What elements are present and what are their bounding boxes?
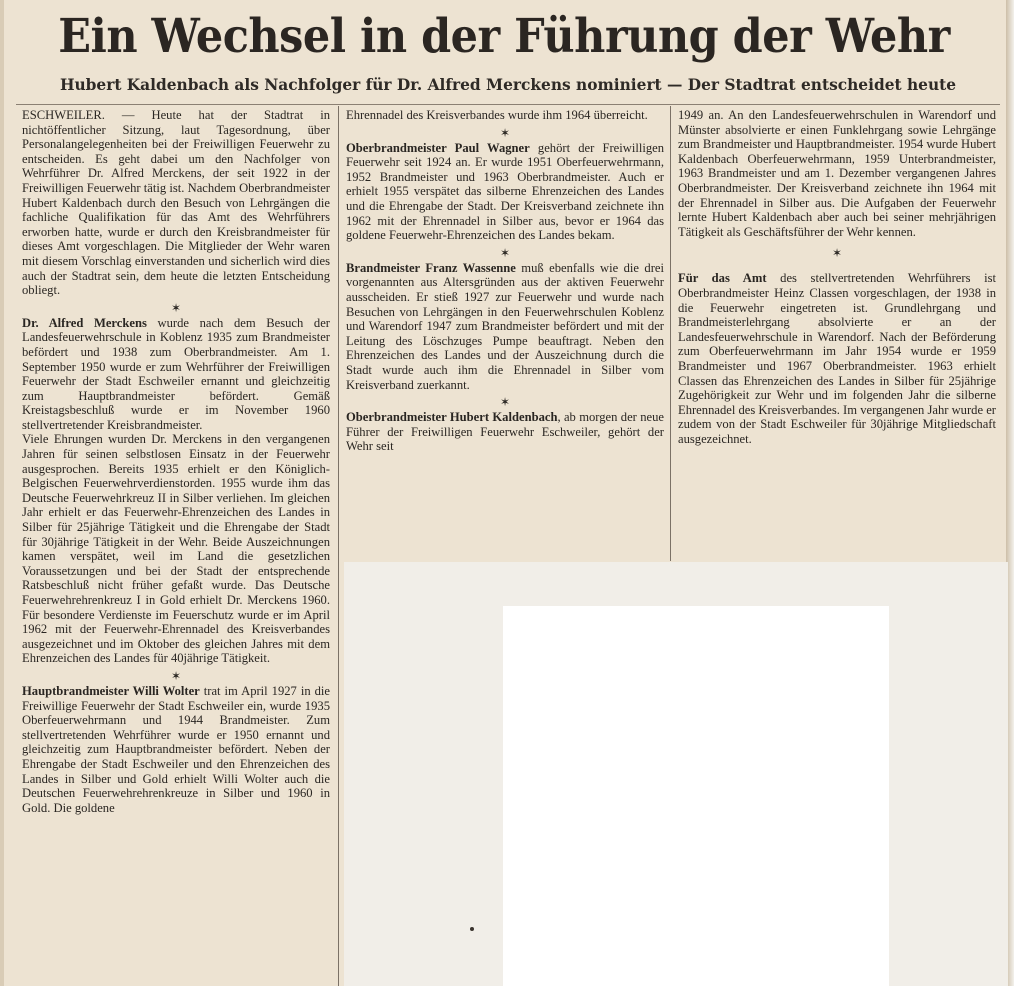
section-star: ✶	[499, 245, 511, 260]
paragraph-lead: Hauptbrandmeister Willi Wolter	[22, 683, 200, 698]
intro-paragraph: ESCHWEILER. — Heute hat der Stadtrat in nichtöffentlicher Sitzung, laut Tagesordnung, über Personalangelegenheiten bei der Freiwilligen Feuerwehr zu entscheiden. Es geht dabei um den Nachfolger von Wehrführer Dr. Alfred Merckens, der seit 1922 in der Freiwilligen Feuerwehr tätig ist. Nachdem Oberbrandmeister Hubert Kaldenbach durch den Besuch von Lehrgängen die fachliche Qualifikation für das Amt des Wehrführers erworben hatte, wurde er durch den Kreisbrandmeister für dieses Amt vorgeschlagen. Die Mitglieder der Wehr waren mit diesem Vorschlag einverstanden und sicherlich wird dies auch der Stadtrat sein, dem heute die letzten Entscheidung obliegt.	[22, 108, 330, 298]
paragraph-wolter	[22, 684, 330, 815]
paragraph-text: des stellvertretenden Wehrführers ist Oberbrandmeister Heinz Classen vorgeschlagen, der 1938 in die Feuerwehr eingetreten ist. Grundlehrgang und Brandmeisterlehrgang absolvierte er an der Landesfeuerwehrschule in Warendorf. Nach der Beförderung zum Oberfeuerwehrmann im Jahr 1954 wurde er 1959 Brandmeister und 1967 Oberbrandmeister. 1963 erhielt Classen das Ehrenzeichen des Landes in Silber für 25jährige Zugehörigkeit zur Wehr und im folgenden Jahr die silberne Ehrennadel des Kreisverbandes. Im vergangenen Jahr wurde er zudem von der Stadt Eschweiler für 30jährige Mitgliedschaft ausgezeichnet.	[678, 271, 996, 446]
subheadline: Hubert Kaldenbach als Nachfolger für Dr. Alfred Merckens nominiert — Der Stadtrat entscheidet heute	[59, 76, 957, 94]
paragraph-lead: Dr. Alfred Merckens	[22, 315, 147, 330]
article-column-1	[22, 108, 330, 815]
paragraph-wolter-cont: Ehrennadel des Kreisverbandes wurde ihm 1964 überreicht.	[346, 108, 648, 122]
article-column-3	[678, 108, 996, 446]
paragraph-honors: Viele Ehrungen wurden Dr. Merckens in den vergangenen Jahren für seinen selbstlosen Einsatz in der Feuerwehr ausgesprochen. Bereits 1935 erhielt er den Königlich-Belgischen Feuerwehrverdienstorden. 1955 wurde ihm das Deutsche Feuerwehrkreuz II in Silber verliehen. Im gleichen Jahr erhielt er das Feuerwehr-Ehrenzeichen des Landes in Silber für 25jährige Tätigkeit und die Ehrengabe der Stadt für 30jährige Tätigkeit in der Wehr. Beide Auszeichnungen kamen verspätet, weil im Land die gesetzlichen Voraussetzungen und bei der Stadt der entsprechende Ratsbeschluß nicht früher gefaßt wurde. Das Deutsche Feuerwehrehrenkreuz I in Gold erhielt Dr. Merckens 1960. Für besondere Verdienste im Feuerschutz wurde er im April 1962 mit der Feuerwehr-Ehrennadel des Kreisverbandes ausgezeichnet und im Oktober des gleichen Jahres mit dem Ehrenzeichen des Landes für 40jährige Tätigkeit.	[22, 432, 330, 666]
paragraph-lead: Oberbrandmeister Hubert Kaldenbach	[346, 410, 558, 425]
section-star: ✶	[831, 246, 843, 261]
paragraph-text: gehört der Freiwilligen Feuerwehr seit 1924 an. Er wurde 1951 Oberfeuerwehrmann, 1952 Brandmeister und 1963 Oberbrandmeister. Auch er erhielt 1955 verspätet das silberne Ehrenzeichen des Landes und die Ehrengabe der Stadt. Der Kreisverband zeichnete ihn 1962 mit der Ehrennadel in Silber aus, bevor er 1964 das goldene Feuerwehr-Ehrenzeichen des Landes bekam.	[346, 140, 664, 243]
section-star: ✶	[499, 125, 511, 140]
section-star: ✶	[170, 668, 182, 683]
paragraph-lead: Brandmeister Franz Wassenne	[346, 260, 516, 275]
column-divider-1	[338, 106, 339, 986]
section-star: ✶	[499, 395, 511, 410]
paragraph-classen	[678, 271, 996, 446]
headline: Ein Wechsel in der Führung der Wehr	[58, 9, 950, 64]
paragraph-text: wurde nach dem Besuch der Landesfeuerwehrschule in Koblenz 1935 zum Brandmeister befördert und 1938 zum Oberbrandmeister. Am 1. September 1950 wurde er zum Wehrführer der Freiwilligen Feuerwehr der Stadt Eschweiler ernannt und gleichzeitig zum Hauptbrandmeister befördert. Gemäß Kreistagsbeschluß wurde er im November 1960 stellvertretender Kreisbrandmeister.	[22, 315, 330, 432]
clipping-left-edge	[0, 0, 4, 986]
paragraph-text: , ab morgen der neue Führer der Freiwilligen Feuerwehr Eschweiler, gehört der Wehr seit	[346, 410, 664, 454]
paragraph-wassenne	[346, 261, 664, 392]
paragraph-kaldenbach	[346, 410, 664, 454]
paragraph-lead: Für das Amt	[678, 271, 767, 286]
paragraph-merckens	[22, 316, 330, 433]
white-patch	[503, 606, 889, 986]
speck	[470, 927, 474, 931]
article-column-2	[346, 108, 664, 454]
paragraph-wagner	[346, 141, 664, 243]
paragraph-kaldenbach-cont: 1949 an. An den Landesfeuerwehrschulen in Warendorf und Münster absolvierte er einen Funklehrgang sowie Lehrgänge zum Brandmeister und Hauptbrandmeister. 1954 wurde Hubert Kaldenbach Oberfeuerwehrmann, 1959 Unterbrandmeister, 1963 Brandmeister und am 1. Dezember vergangenen Jahres Oberbrandmeister. Der Kreisverband zeichnete ihn 1964 mit der Ehrennadel in Silber aus. Die Aufgaben der Feuerwehr lernte Hubert Kaldenbach aber auch bei seiner mehrjährigen Tätigkeit als Geschäftsführer der Wehr kennen.	[678, 108, 996, 239]
paragraph-text: muß ebenfalls wie die drei vorgenannten aus Altersgründen aus der aktiven Feuerwehr ausscheiden. Er stieß 1927 zur Feuerwehr und wurde nach Besuchen von Lehrgängen in den Feuerwehrschulen Koblenz und Warendorf 1947 zum Brandmeister befördert und mit der Leitung des Löschzuges Pumpe beauftragt. Neben den Ehrenzeichen des Landes und der Auszeichnung durch die Stadt wurde auch ihm die Ehrennadel in Silber vom Kreisverband zuerkannt.	[346, 260, 664, 392]
paragraph-text: trat im April 1927 in die Freiwillige Feuerwehr der Stadt Eschweiler ein, wurde 1935 Oberfeuerwehrmann und 1944 Brandmeister. Zum stellvertretenden Wehrführer wurde er 1950 ernannt und gleichzeitig zum Hauptbrandmeister befördert. Neben der Ehrengabe der Stadt Eschweiler und den Ehrenzeichen des Landes in Silber und Gold erhielt Willi Wolter auch die Deutschen Feuerwehrehrenkreuze in Silber und 1960 in Gold. Die goldene	[22, 683, 330, 815]
paragraph-lead: Oberbrandmeister Paul Wagner	[346, 140, 530, 155]
section-star: ✶	[170, 300, 182, 315]
column-divider-2	[670, 106, 671, 561]
header-divider	[16, 104, 1000, 105]
